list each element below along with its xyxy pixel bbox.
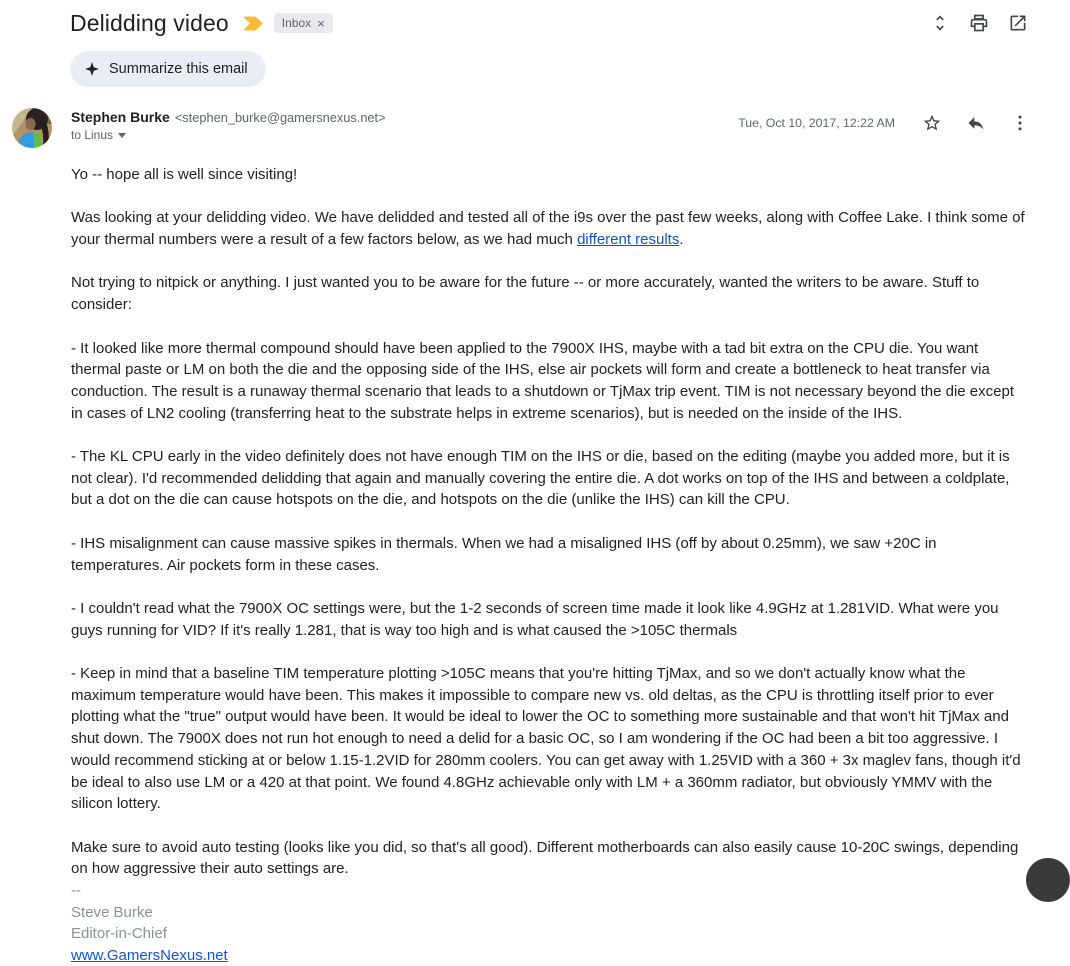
recipient-row[interactable]	[71, 128, 126, 142]
sender-block	[71, 108, 386, 144]
gamersnexus-link[interactable]: www.GamersNexus.net	[71, 946, 228, 964]
floating-action-partial[interactable]	[1026, 858, 1070, 902]
different-results-link[interactable]: different results	[577, 231, 680, 249]
label-close-icon[interactable]: ×	[317, 15, 325, 31]
signature-name: Steve Burke	[71, 903, 153, 921]
subject-row	[0, 0, 1044, 38]
star-button[interactable]	[922, 113, 942, 133]
avatar[interactable]	[12, 108, 52, 148]
more-vert-icon	[1010, 113, 1030, 133]
open-in-new-icon	[1008, 13, 1028, 33]
paragraph-greeting: Yo -- hope all is well since visiting!	[71, 166, 298, 183]
paragraph-video-suffix: .	[679, 231, 684, 249]
expand-all-button[interactable]	[930, 13, 950, 33]
paragraph-video	[71, 207, 1028, 250]
paragraph-oc-settings: - I couldn't read what the 7900X OC settings were, but the 1-2 seconds of screen time made it look like 4.9GHz at 1.281VID. What were you guys running for VID? If it's really 1.281, that is way too high and is what caused the >105C thermals	[71, 599, 999, 639]
email-body	[71, 164, 1028, 966]
reply-icon	[966, 113, 986, 133]
unfold-more-icon	[930, 13, 950, 33]
recipient-text: to Linus	[71, 128, 114, 142]
sender-email: <stephen_burke@gamersnexus.net>	[174, 110, 386, 125]
inbox-label-chip[interactable]	[274, 13, 333, 33]
message-header	[0, 108, 1044, 148]
open-in-new-button[interactable]	[1008, 13, 1028, 33]
signature-title: Editor-in-Chief	[71, 925, 167, 943]
sparkle-icon	[84, 61, 100, 77]
show-details-icon[interactable]	[118, 133, 126, 138]
paragraph-video-prefix: Was looking at your delidding video. We have delidded and tested all of the i9s over the past few weeks, along with Coffee Lake. I think some of your thermal numbers were a result of a few factors below, as we had much	[71, 209, 1025, 249]
paragraph-ihs-misalignment: - IHS misalignment can cause massive spikes in thermals. When we had a misaligned IHS (off by about 0.25mm), we saw +20C in temperatures. Air pockets form in these cases.	[71, 534, 937, 574]
paragraph-kl-cpu: - The KL CPU early in the video definitely does not have enough TIM on the IHS or die, based on the editing (maybe you added more, but it is not clear). I'd recommended delidding that again and manually covering the entire die. A dot works on top of the IHS and between a coldplate, but a dot on the die can cause hotspots on the die, and hotspots on the die (unlike the IHS) can kill the CPU.	[71, 448, 1010, 509]
inbox-label-text: Inbox	[281, 16, 312, 30]
summarize-label: Summarize this email	[109, 61, 248, 77]
paragraph-auto-testing: Make sure to avoid auto testing (looks like you did, so that's all good). Different motherboards can also easily cause 10-20C swings, depending on how aggressive their auto settings are.	[71, 838, 1019, 878]
subject-actions	[930, 13, 1028, 33]
print-button[interactable]	[969, 13, 989, 33]
sender-name: Stephen Burke	[71, 109, 170, 125]
star-icon	[922, 113, 942, 133]
paragraph-thermal-compound: - It looked like more thermal compound should have been applied to the 7900X IHS, maybe with a tad bit extra on the CPU die. You want thermal paste or LM on both the die and the opposing side of the IHS, else air pockets will form and create a bottleneck to heat transfer via conduction. The result is a runaway thermal scenario that leads to a shutdown or TjMax trip event. TIM is not necessary beyond the die except in cases of LN2 cooling (transferring heat to the substrate helps in extreme scenarios), but is needed on the inside of the IHS.	[71, 339, 1015, 422]
signature-divider: --	[71, 882, 81, 900]
message-meta	[738, 108, 1030, 133]
print-icon	[969, 13, 989, 33]
summarize-row	[0, 38, 1044, 87]
summarize-email-button[interactable]	[70, 51, 266, 87]
paragraph-nitpick: Not trying to nitpick or anything. I just wanted you to be aware for the future -- or more accurately, wanted the writers to be aware. Stuff to consider:	[71, 274, 980, 314]
email-subject: Delidding video	[70, 10, 229, 36]
important-marker-icon[interactable]	[243, 15, 264, 32]
message-date: Tue, Oct 10, 2017, 12:22 AM	[738, 116, 895, 130]
more-options-button[interactable]	[1010, 113, 1030, 133]
paragraph-tjmax: - Keep in mind that a baseline TIM temperature plotting >105C means that you're hitting TjMax, and so we don't actually know what the maximum temperature would have been. This makes it impossible to compare new vs. old deltas, as the CPU is throttling itself prior to ever plotting what the "true" output would have been. It would be ideal to lower the OC to something more sustainable and that won't hit TjMax and shut down. The 7900X does not run hot enough to need a delid for a basic OC, so I am wondering if the OC had been a bit too aggressive. I would recommend sticking at or below 1.15-1.2VID for 280mm coolers. You can get away with 1.25VID with a 360 + 3x maglev fans, though it'd be ideal to also use LM or a 420 at that point. We found 4.8GHz achievable only with LM + a 360mm radiator, but obviously YMMV with the silicon lottery.	[71, 665, 1021, 813]
reply-button[interactable]	[966, 113, 986, 133]
